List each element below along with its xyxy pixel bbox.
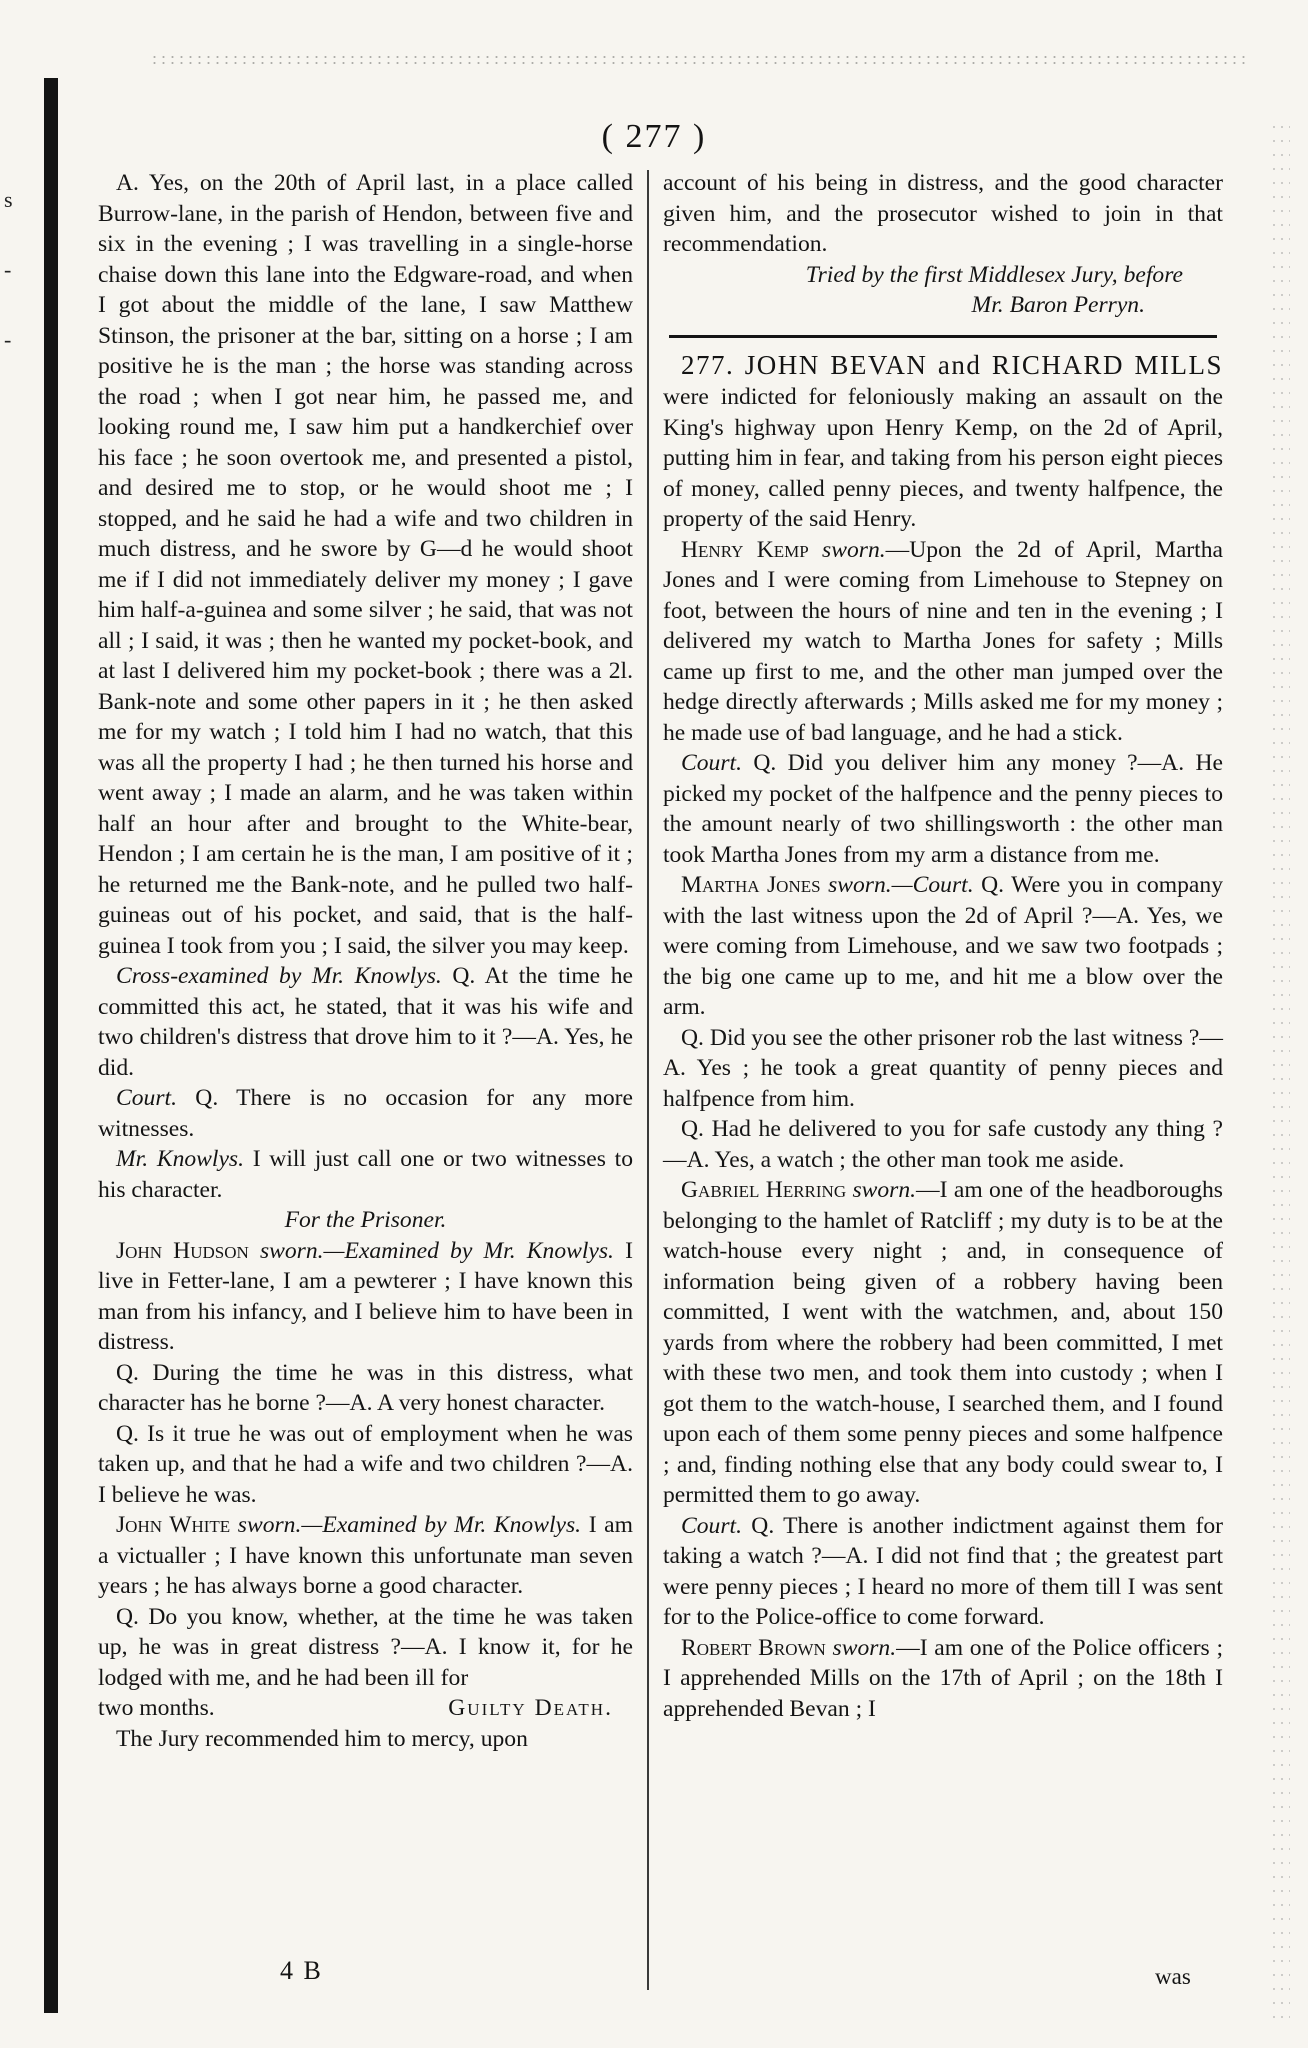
case-indictment: 277. JOHN BEVAN and RICHARD MILLS were indicted for feloniously making an assault on the King's highway upon Henry Kemp, on the 2d of April, putting him in fear, and taking from his person eight pieces of money, called penny pieces, and twenty halfpence, the property of the said Henry.: [663, 349, 1223, 532]
court-question: Court. Q. There is another indictment against them for taking a watch ?—A. I did not find that ; the greatest part were penny pieces ; I heard no more of them till I was sent for to the Police-office to come forward.: [663, 1512, 1223, 1630]
scan-speckle: [150, 54, 1250, 64]
qa-paragraph: Q. Had he delivered to you for safe custody any thing ?—A. Yes, a watch ; the other man took me aside.: [663, 1116, 1223, 1173]
witness-testimony: Henry Kemp sworn.—Upon the 2d of April, Martha Jones and I were coming from Limehouse to Stepney on foot, between the hours of nine and ten in the evening ; I delivered my watch to Martha Jones for safety ; Mills came up first to me, and the other man jumped over the hedge directly afterwards ; Mills asked me for my money ; he made use of bad language, and he had a stick.: [663, 536, 1223, 746]
closing-paragraph: The Jury recommended him to mercy, upon: [116, 1725, 528, 1752]
qa-paragraph: Q. Do you know, whether, at the time he was taken up, he was in great distress ?—A. I know it, for he lodged with me, and he had been ill for: [98, 1603, 633, 1691]
qa-paragraph: Q. Is it true he was out of employment when he was taken up, and that he had a wife and two children ?—A. I believe he was.: [98, 1420, 633, 1508]
left-column: [98, 168, 633, 1754]
witness-testimony: John White sworn.—Examined by Mr. Knowlys. I am a victualler ; I have known this unfortunate man seven years ; he has always borne a good character.: [98, 1512, 633, 1599]
continued-paragraph: account of his being in distress, and the good character given him, and the prosecutor wished to join in that recommendation.: [663, 170, 1223, 257]
case-separator: [669, 335, 1217, 338]
court-question: Court. Q. Did you deliver him any money ?—A. He picked my pocket of the halfpence and the penny pieces to the amount nearly of two shillingsworth : the other man took Martha Jones from my arm a distance from me.: [663, 750, 1223, 868]
section-heading: For the Prisoner.: [284, 1207, 447, 1233]
qa-paragraph: Q. Did you see the other prisoner rob the last witness ?—A. Yes ; he took a great quantity of penny pieces and halfpence from him.: [663, 1024, 1223, 1112]
scan-edge-noise: [1270, 120, 1290, 2020]
right-column: [663, 168, 1223, 1724]
witness-testimony: Gabriel Herring sworn.—I am one of the headboroughs belonging to the hamlet of Ratcliff ; my duty is to be at the watch-house every night ; and, in consequence of information being given of a robbery having been committed, I went with the watchmen, and, about 150 yards from where the robbery had been committed, I met with these two men, and took them into custody ; when I got them to the watch-house, I searched them, and I found upon each of them some penny pieces and some halfpence ; and, finding nothing else that any body could swear to, I permitted them to go away.: [663, 1177, 1223, 1508]
court-question: Court. Q. There is no occasion for any more witnesses.: [98, 1085, 633, 1142]
judge-line: Mr. Baron Perryn.: [971, 292, 1145, 318]
witness-testimony: John Hudson sworn.—Examined by Mr. Knowlys. I live in Fetter-lane, I am a pewterer ; I have known this man from his infancy, and I believe him to have been in distress.: [98, 1237, 633, 1355]
witness-testimony: Martha Jones sworn.—Court. Q. Were you in company with the last witness upon the 2d of April ?—A. Yes, we were coming from Limehouse, and we saw two footpads ; the big one came up to me, and hit me a blow over the arm.: [663, 872, 1223, 1020]
binding-shadow: [44, 78, 58, 2013]
verdict-line: two months. Guilty Death.: [98, 1693, 633, 1724]
qa-paragraph: Q. During the time he was in this distress, what character has he borne ?—A. A very honest character.: [98, 1359, 633, 1416]
page-number: ( 277 ): [601, 118, 707, 155]
counsel-remark: Mr. Knowlys. I will just call one or two witnesses to his character.: [98, 1146, 634, 1203]
cross-examination: Cross-examined by Mr. Knowlys. Q. At the time he committed this act, he stated, that it was his wife and two children's distress that drove him to it ?—A. Yes, he did.: [98, 963, 634, 1081]
tried-by-line: Tried by the first Middlesex Jury, before: [805, 261, 1183, 288]
column-divider: [647, 170, 649, 1990]
witness-testimony: Robert Brown sworn.—I am one of the Police officers ; I apprehended Mills on the 17th of April ; on the 18th I apprehended Bevan ; I: [663, 1634, 1223, 1722]
margin-marks: s - -: [4, 187, 13, 352]
catchword: was: [1155, 1964, 1191, 1989]
testimony-paragraph: A. Yes, on the 20th of April last, in a place called Burrow-lane, in the parish of Hendon, between five and six in the evening ; I was travelling in a single-horse chaise down this lane into the Edgware-road, and when I got about the middle of the lane, I saw Matthew Stinson, the prisoner at the bar, sitting on a horse ; I am positive he is the man ; the horse was standing across the road ; when I got near him, he passed me, and looking round me, I saw him put a handkerchief over his face ; he soon overtook me, and presented a pistol, and desired me to stop, or he would shoot me ; I stopped, and he said he had a wife and two children in much distress, and he swore by G—d he would shoot me if I did not immediately deliver my money ; I gave him half-a-guinea and some silver ; he said, that was not all ; I said, it was ; then he wanted my pocket-book, and at last I delivered him my pocket-book ; there was a 2l. Bank-note and some other papers in it ; he then asked me for my watch ; I told him I had no watch, that this was all the property I had ; he then turned his horse and went away ; I made an alarm, and he was taken within half an hour after and brought to the White-bear, Hendon ; I am certain he is the man, I am positive of it ; he returned me the Bank-note, and he pulled two half-guineas out of his pocket, and said, that is the half-guinea I took from you ; I said, the silver you may keep.: [98, 170, 633, 959]
printer-signature: 4 B: [280, 1956, 323, 1985]
verdict: Guilty Death.: [448, 1695, 613, 1721]
